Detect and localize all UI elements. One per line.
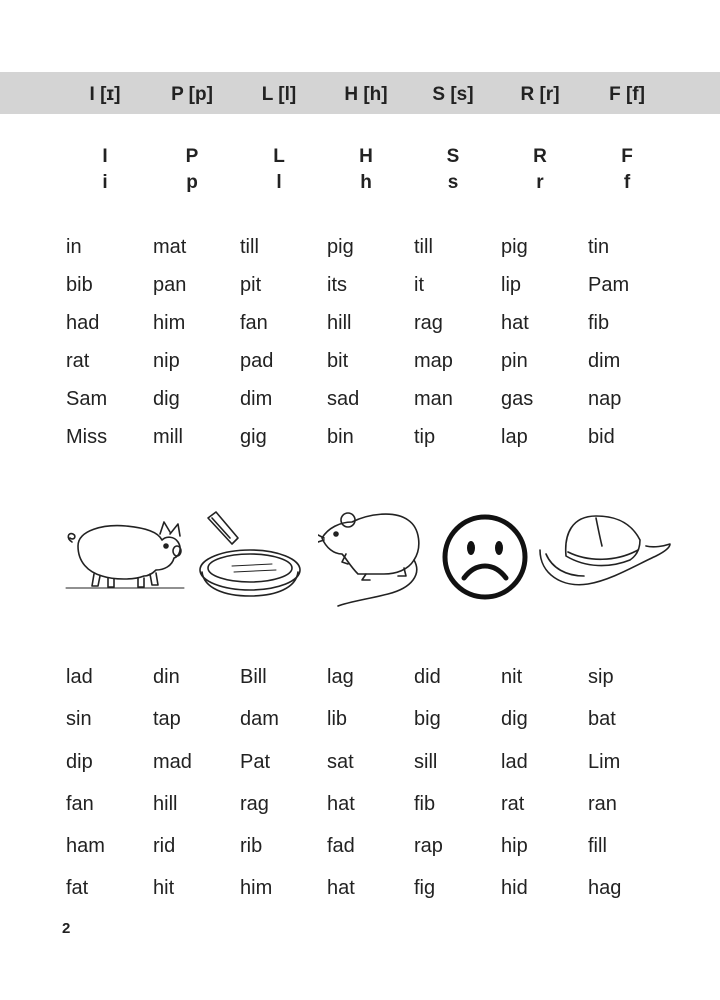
phoneme-h: H [h] bbox=[344, 84, 388, 105]
word: pin bbox=[501, 350, 528, 372]
word: gas bbox=[501, 388, 534, 410]
letter-lower: s bbox=[447, 172, 459, 193]
word: ham bbox=[66, 835, 105, 857]
letter-lower: h bbox=[360, 172, 372, 193]
word: lag bbox=[327, 666, 354, 688]
word: bid bbox=[588, 426, 615, 448]
phoneme-p: P [p] bbox=[171, 84, 213, 105]
letter-lower: f bbox=[623, 172, 631, 193]
word: fad bbox=[327, 835, 355, 857]
pig-icon bbox=[64, 516, 186, 590]
letter-upper: P bbox=[185, 146, 199, 167]
word: in bbox=[66, 236, 82, 258]
word: dig bbox=[153, 388, 180, 410]
word: big bbox=[414, 708, 441, 730]
word-row bbox=[0, 312, 720, 342]
word-row bbox=[0, 426, 720, 456]
word: lad bbox=[501, 751, 528, 773]
page-number: 2 bbox=[62, 920, 71, 937]
word: sat bbox=[327, 751, 354, 773]
word-row bbox=[0, 751, 720, 781]
word-row bbox=[0, 708, 720, 738]
word: dip bbox=[66, 751, 93, 773]
word: him bbox=[153, 312, 186, 334]
word: dam bbox=[240, 708, 279, 730]
word: hat bbox=[327, 877, 355, 899]
word: hit bbox=[153, 877, 175, 899]
word: bib bbox=[66, 274, 93, 296]
word: fill bbox=[588, 835, 607, 857]
word: bit bbox=[327, 350, 349, 372]
sad-face-icon bbox=[440, 512, 530, 602]
word-row bbox=[0, 236, 720, 266]
word: lip bbox=[501, 274, 522, 296]
word: hag bbox=[588, 877, 622, 899]
word: nip bbox=[153, 350, 180, 372]
word: nit bbox=[501, 666, 523, 688]
word: nap bbox=[588, 388, 622, 410]
word: Pam bbox=[588, 274, 630, 296]
word: pit bbox=[240, 274, 262, 296]
word: fat bbox=[66, 877, 89, 899]
word: fan bbox=[240, 312, 268, 334]
illustration-strip bbox=[60, 500, 680, 612]
word: lib bbox=[327, 708, 348, 730]
word: Sam bbox=[66, 388, 108, 410]
word: lap bbox=[501, 426, 528, 448]
hat-icon bbox=[536, 510, 674, 600]
word: fig bbox=[414, 877, 436, 899]
word: tin bbox=[588, 236, 610, 258]
word: its bbox=[327, 274, 347, 296]
word: sill bbox=[414, 751, 438, 773]
word: pig bbox=[501, 236, 528, 258]
word: ran bbox=[588, 793, 617, 815]
phoneme-f: F [f] bbox=[609, 84, 645, 105]
letter-upper: F bbox=[621, 146, 633, 167]
word: pad bbox=[240, 350, 274, 372]
word: rid bbox=[153, 835, 176, 857]
word: rib bbox=[240, 835, 263, 857]
word: rag bbox=[414, 312, 443, 334]
letter-lower: i bbox=[102, 172, 108, 193]
word: fib bbox=[588, 312, 610, 334]
word-row bbox=[0, 388, 720, 418]
word: hill bbox=[327, 312, 352, 334]
word-row bbox=[0, 350, 720, 380]
word: fib bbox=[414, 793, 436, 815]
word: Pat bbox=[240, 751, 271, 773]
word: till bbox=[240, 236, 259, 258]
word: it bbox=[414, 274, 424, 296]
word: rat bbox=[501, 793, 525, 815]
word: hid bbox=[501, 877, 528, 899]
word: Bill bbox=[240, 666, 267, 688]
word: lad bbox=[66, 666, 93, 688]
word: gig bbox=[240, 426, 267, 448]
word: rap bbox=[414, 835, 443, 857]
word: sin bbox=[66, 708, 92, 730]
word: mat bbox=[153, 236, 187, 258]
word: bat bbox=[588, 708, 616, 730]
letter-upper: R bbox=[533, 146, 547, 167]
word: hip bbox=[501, 835, 528, 857]
word: Miss bbox=[66, 426, 108, 448]
word: had bbox=[66, 312, 100, 334]
word: pig bbox=[327, 236, 354, 258]
word: tip bbox=[414, 426, 436, 448]
word-row bbox=[0, 274, 720, 304]
word: fan bbox=[66, 793, 94, 815]
letter-upper: L bbox=[273, 146, 285, 167]
word: hill bbox=[153, 793, 178, 815]
word: tap bbox=[153, 708, 181, 730]
word: dim bbox=[588, 350, 621, 372]
word: dig bbox=[501, 708, 528, 730]
word: Lim bbox=[588, 751, 621, 773]
word: mill bbox=[153, 426, 183, 448]
word: hat bbox=[501, 312, 529, 334]
phoneme-s: S [s] bbox=[432, 84, 474, 105]
word: till bbox=[414, 236, 433, 258]
word: hat bbox=[327, 793, 355, 815]
word-row bbox=[0, 877, 720, 907]
frying-pan-icon bbox=[194, 508, 306, 600]
letter-upper: I bbox=[102, 146, 108, 167]
word-row bbox=[0, 666, 720, 696]
word: map bbox=[414, 350, 453, 372]
phoneme-l: L [l] bbox=[261, 84, 297, 105]
letter-upper: H bbox=[359, 146, 373, 167]
word: sad bbox=[327, 388, 360, 410]
phoneme-header-row bbox=[0, 84, 720, 114]
word: man bbox=[414, 388, 453, 410]
letter-lower: p bbox=[186, 172, 198, 193]
word: bin bbox=[327, 426, 354, 448]
letter-lower: r bbox=[536, 172, 544, 193]
word-row bbox=[0, 835, 720, 865]
phoneme-i: I [ɪ] bbox=[89, 84, 121, 105]
phoneme-r: R [r] bbox=[520, 84, 560, 105]
word-row bbox=[0, 793, 720, 823]
word: din bbox=[153, 666, 180, 688]
word: rag bbox=[240, 793, 269, 815]
word: dim bbox=[240, 388, 273, 410]
lowercase-letters-row bbox=[0, 172, 720, 202]
letter-lower: l bbox=[276, 172, 282, 193]
word: pan bbox=[153, 274, 187, 296]
word: did bbox=[414, 666, 441, 688]
letter-upper: S bbox=[446, 146, 460, 167]
word: mad bbox=[153, 751, 192, 773]
word: sip bbox=[588, 666, 614, 688]
rat-icon bbox=[318, 504, 426, 608]
word: him bbox=[240, 877, 273, 899]
word: rat bbox=[66, 350, 90, 372]
